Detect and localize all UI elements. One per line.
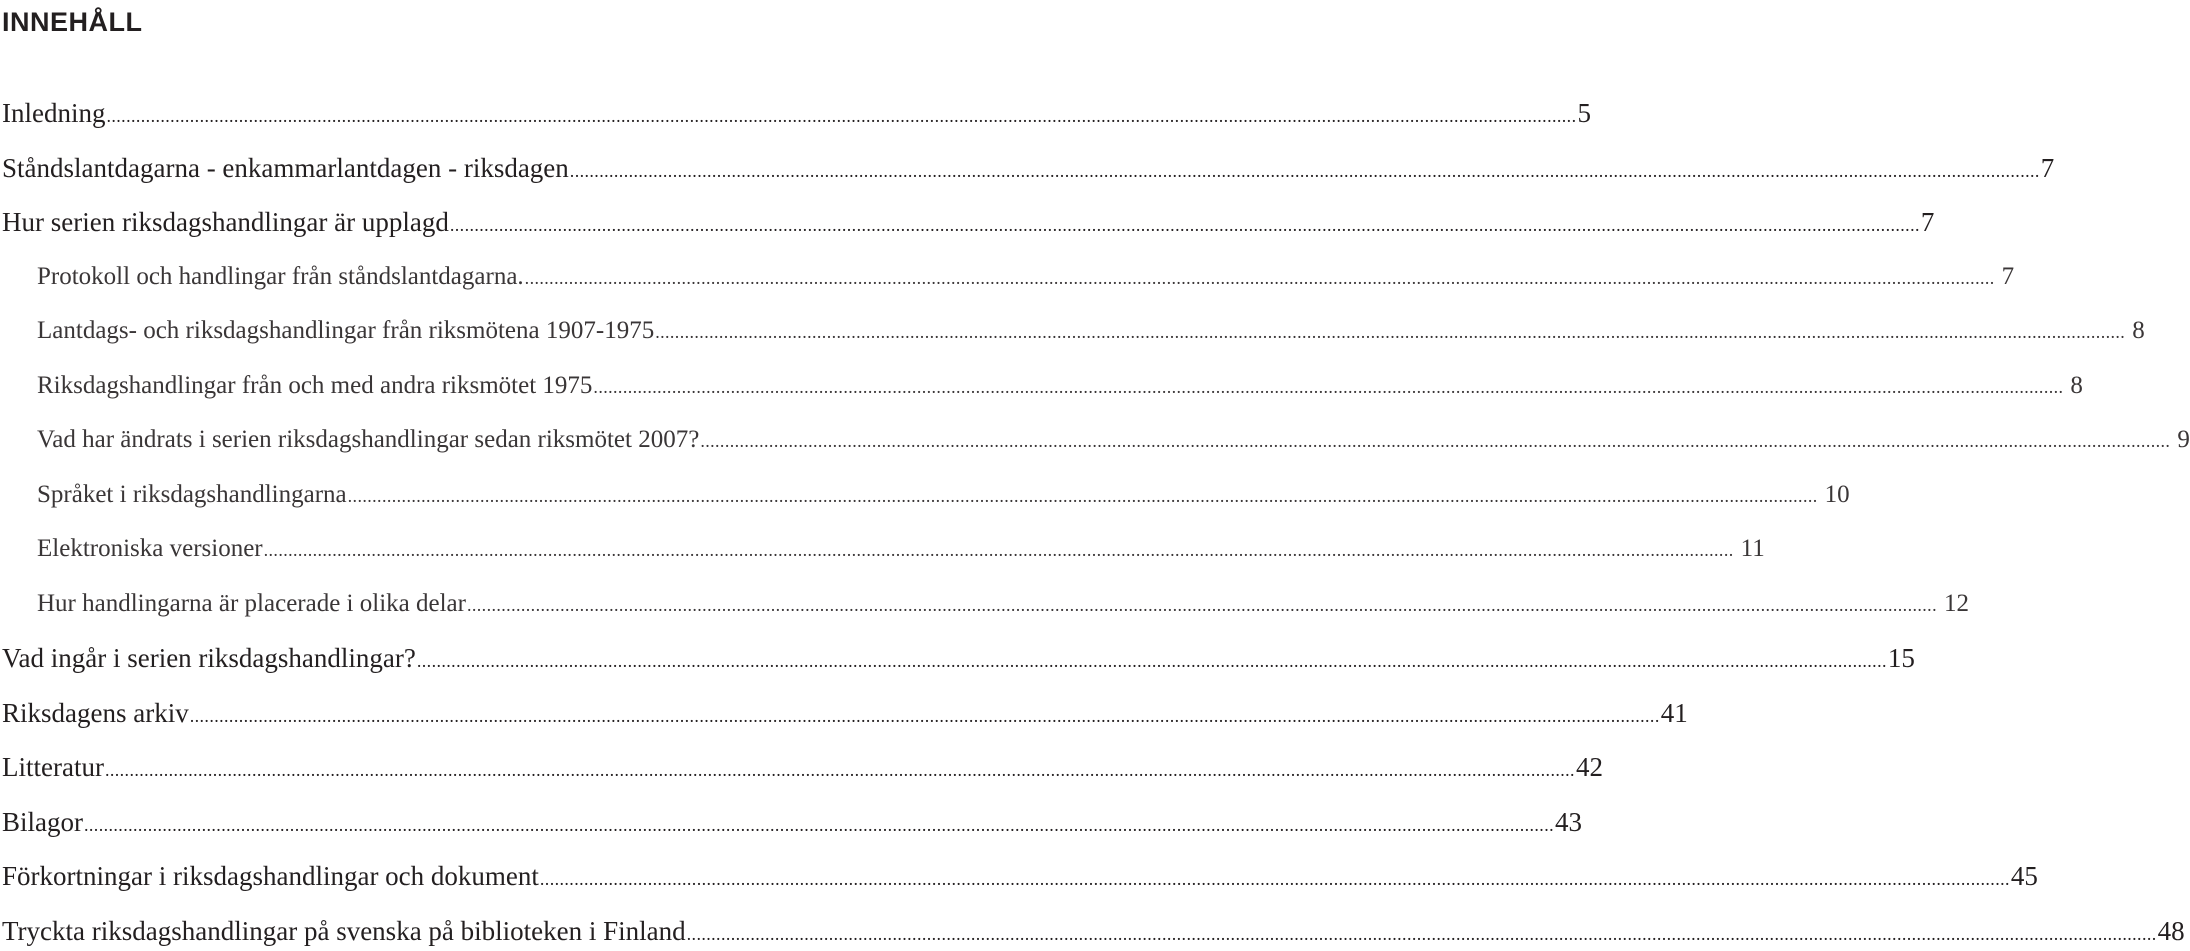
toc-entry[interactable] [37,587,1969,621]
dot-leader: ............................................................................................................................................................................................................................................................................................................ [347,485,1818,506]
toc-entry[interactable] [2,696,1688,730]
toc-entry[interactable] [37,423,2190,457]
dot-leader: ............................................................................................................................................................................................................................................................................................................ [539,869,2010,889]
dot-leader: ............................................................................................................................................................................................................................................................................................................ [84,814,1554,835]
toc-entry-title: Lantdags- och riksdagshandlingar från riksmötena 1907-1975 [37,317,655,344]
toc-entry[interactable] [2,96,1591,130]
toc-entry-page-number: 45 [2010,861,2038,891]
dot-leader: ............................................................................................................................................................................................................................................................................................................ [263,540,1734,560]
toc-entry[interactable] [37,314,2145,348]
toc-entry-page-number: 7 [2040,152,2055,183]
dot-leader: ............................................................................................................................................................................................................................................................................................................ [449,215,1920,235]
toc-entry-title: Riksdagshandlingar från och med andra riksmötet 1975 [37,371,593,399]
dot-leader: ............................................................................................................................................................................................................................................................................................................ [524,267,1995,288]
dot-leader: ............................................................................................................................................................................................................................................................................................................ [104,760,1575,780]
toc-entry[interactable] [37,369,2083,403]
toc-entry-page-number: 15 [1887,643,1915,673]
page-title: INNEHÅLL [2,7,143,37]
toc-entry-title: Språket i riksdagshandlingarna [37,480,347,508]
toc-entry-page-number: 7 [1920,207,1935,237]
dot-leader: ............................................................................................................................................................................................................................................................................................................ [189,705,1660,726]
toc-entry-page-number: 9 [2177,426,2190,453]
toc-entry[interactable] [2,859,2038,893]
toc-entry[interactable] [2,914,2185,948]
dot-leader: ............................................................................................................................................................................................................................................................................................................ [686,923,2157,944]
toc-entry-title: Vad har ändrats i serien riksdagshandlingar sedan riksmötet 2007? [37,426,700,453]
toc-entry-page-number: 12 [1943,589,1969,617]
toc-entry[interactable] [2,151,2055,185]
toc-entry-title: Förkortningar i riksdagshandlingar och dokument [2,861,539,891]
toc-entry[interactable] [37,260,2015,294]
toc-entry-title: Elektroniska versioner [37,535,263,562]
toc-entry-title: Bilagor [2,806,83,837]
toc-entry-title: Inledning [2,98,106,128]
toc-entry-page-number: 8 [2070,371,2083,399]
toc-entry[interactable] [2,641,1915,675]
toc-entry-page-number: 42 [1575,752,1603,782]
dot-leader: ............................................................................................................................................................................................................................................................................................................ [569,160,2040,181]
toc-entry-title: Riksdagens arkiv [2,697,189,728]
toc-entry-page-number: 8 [2132,317,2145,344]
toc-entry-title: Vad ingår i serien riksdagshandlingar? [2,643,416,673]
toc-entry-page-number: 11 [1740,535,1765,562]
toc-entry[interactable] [37,478,1850,512]
toc-entry-page-number: 7 [2001,262,2015,290]
toc-entry-page-number: 5 [1577,98,1591,128]
toc-entry-page-number: 43 [1555,806,1582,837]
dot-leader: ............................................................................................................................................................................................................................................................................................................ [466,594,1937,615]
toc-entry[interactable] [37,532,1765,566]
toc-entry-title: Hur serien riksdagshandlingar är upplagd [2,207,449,237]
toc-entry-title: Tryckta riksdagshandlingar på svenska på biblioteken i Finland [2,915,686,946]
toc-entry[interactable] [2,805,1582,839]
toc-entry-title: Hur handlingarna är placerade i olika delar [37,589,466,617]
dot-leader: ............................................................................................................................................................................................................................................................................................................ [700,431,2171,451]
toc-entry-page-number: 41 [1660,697,1688,728]
toc-entry[interactable] [2,750,1603,784]
toc-entry[interactable] [2,205,1935,239]
dot-leader: ............................................................................................................................................................................................................................................................................................................ [655,322,2126,342]
toc-entry-title: Protokoll och handlingar från ståndslantdagarna. [37,262,524,290]
toc-entry-title: Ståndslantdagarna - enkammarlantdagen - riksdagen [2,152,569,183]
toc-entry-title: Litteratur [2,752,104,782]
toc-entry-page-number: 48 [2157,915,2185,946]
toc-entry-page-number: 10 [1824,480,1850,508]
dot-leader: ............................................................................................................................................................................................................................................................................................................ [416,651,1887,671]
dot-leader: ............................................................................................................................................................................................................................................................................................................ [593,376,2064,397]
dot-leader: ............................................................................................................................................................................................................................................................................................................ [106,106,1577,126]
